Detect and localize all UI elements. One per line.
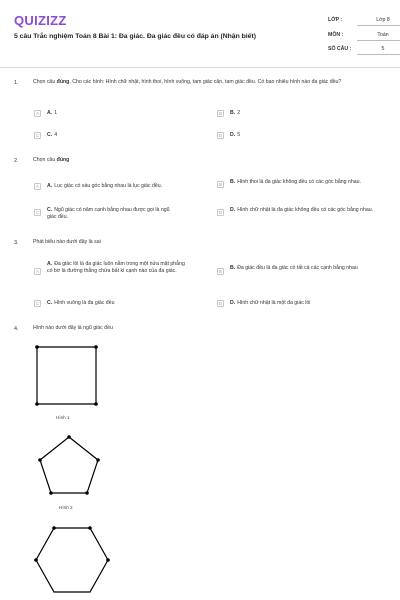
vertex-dot — [49, 491, 53, 495]
figure-2-pentagon — [36, 430, 106, 498]
question-1-prompt-after: . Cho các hình: Hình chữ nhật, hình thoi, hình vuông, tam giác cân, tam giác đều. Có bao nhiêu hình nào đa giác đều? — [69, 79, 342, 85]
figure-3-hexagon — [28, 522, 118, 600]
header-divider — [0, 67, 400, 68]
square-shape — [37, 347, 96, 404]
quizizz-logo: QUIZIZZ — [14, 13, 67, 28]
question-1-option-d[interactable] — [217, 132, 387, 139]
option-text: Hình vuông là đa giác đều — [54, 300, 115, 306]
option-key: B. — [230, 110, 236, 116]
vertex-dot — [52, 526, 56, 530]
option-text: 5 — [237, 132, 241, 138]
vertex-dot — [94, 345, 98, 349]
meta-grade-label: LỚP : — [328, 17, 343, 23]
question-3-option-b[interactable] — [217, 265, 389, 275]
option-text: Lục giác có sáu góc bằng nhau là lục giác đều. — [54, 183, 163, 189]
option-box: C — [35, 210, 40, 215]
option-key: B. — [230, 265, 236, 271]
option-box: D — [218, 210, 223, 215]
option-key: C. — [47, 300, 53, 306]
option-text: Hình chữ nhật là một đa giác lồi — [237, 300, 311, 306]
question-2-option-b[interactable] — [217, 179, 389, 188]
option-key: A. — [47, 183, 53, 189]
figure-2-caption: Hình 2 — [59, 505, 73, 510]
meta-subject-label: MÔN : — [328, 32, 344, 38]
meta-count — [328, 46, 385, 52]
vertex-dot — [96, 458, 100, 462]
vertex-dot — [85, 491, 89, 495]
option-text: Hình thoi là đa giác không đều có các góc bằng nhau. — [237, 179, 361, 185]
hexagon-shape — [36, 528, 108, 592]
option-text: Đa giác đều là đa giác có tất cả các cạnh bằng nhau — [237, 265, 358, 271]
option-box: D — [218, 133, 223, 138]
question-1-number: 1. — [14, 80, 19, 86]
question-3-option-a[interactable] — [34, 261, 214, 275]
option-box: C — [35, 301, 40, 306]
question-2-number: 2. — [14, 158, 19, 164]
option-box: A — [34, 183, 41, 190]
option-key: D. — [230, 300, 236, 306]
question-2-option-a[interactable] — [34, 183, 212, 190]
question-2-prompt-before: Chọn câu — [33, 157, 57, 163]
question-4-number: 4. — [14, 326, 19, 332]
question-3-prompt — [33, 239, 388, 246]
option-key: A. — [47, 110, 53, 116]
question-1-option-c[interactable] — [34, 132, 204, 139]
question-3-number: 3. — [14, 240, 19, 246]
question-1-prompt-bold: đúng — [56, 79, 70, 85]
meta-count-value: 5 — [381, 46, 385, 52]
question-1-option-a[interactable] — [34, 110, 204, 117]
figure-1-caption: Hình 1 — [56, 415, 70, 420]
question-1-prompt — [33, 79, 388, 86]
vertex-dot — [38, 458, 42, 462]
question-1-option-b[interactable] — [217, 110, 387, 117]
question-3-option-c[interactable] — [34, 300, 212, 307]
option-text: 2 — [237, 110, 241, 116]
figure-1-square — [30, 340, 102, 410]
question-2-prompt-bold: đúng — [56, 157, 70, 163]
question-1-prompt-before: Chọn câu — [33, 79, 57, 85]
vertex-dot — [88, 526, 92, 530]
option-text: Ngũ giác có năm cạnh bằng nhau được gọi là ngũ giác đều. — [47, 207, 170, 220]
option-key: C. — [47, 132, 53, 138]
option-key: C. — [47, 207, 53, 213]
vertex-dot — [94, 402, 98, 406]
meta-grade-line — [357, 25, 400, 26]
question-2-option-d[interactable] — [217, 207, 389, 216]
option-box: B — [217, 268, 224, 275]
vertex-dot — [34, 558, 38, 562]
option-box: A — [34, 110, 41, 117]
pentagon-shape — [40, 437, 98, 493]
option-text: Hình chữ nhật là đa giác không đều có các góc bằng nhau. — [237, 207, 374, 213]
option-box: B — [217, 181, 224, 188]
meta-subject-value: Toán — [377, 32, 389, 38]
meta-subject — [328, 32, 389, 38]
option-text: 4 — [54, 132, 58, 138]
meta-count-line — [357, 54, 400, 55]
option-box: D — [218, 301, 223, 306]
option-box: B — [217, 110, 224, 117]
vertex-dot — [35, 345, 39, 349]
question-2-option-c[interactable] — [34, 207, 212, 221]
option-key: D. — [230, 207, 236, 213]
meta-grade-value: Lớp 8 — [376, 17, 390, 23]
question-3-prompt-before: Phát biểu nào dưới đây là sai — [33, 239, 101, 245]
page-title: 5 câu Trắc nghiệm Toán 8 Bài 1: Đa giác. Đa giác đều có đáp án (Nhận biết) — [14, 33, 256, 40]
option-key: B. — [230, 179, 236, 185]
option-box: A — [34, 268, 41, 275]
header — [0, 0, 400, 62]
option-text: Đa giác lồi là đa giác luôn nằm trong một nửa mặt phẳng có bờ là đường thẳng chứa bất kì cạnh nào của đa giác. — [47, 261, 185, 274]
option-box: C — [35, 133, 40, 138]
option-key: D. — [230, 132, 236, 138]
vertex-dot — [67, 435, 71, 439]
question-4-prompt-before: Hình nào dưới đây là ngũ giác đều — [33, 325, 113, 331]
vertex-dot — [106, 558, 110, 562]
vertex-dot — [35, 402, 39, 406]
option-text: 1 — [54, 110, 58, 116]
meta-count-label: SỐ CÂU : — [328, 46, 352, 52]
meta-grade — [328, 17, 390, 23]
question-4-prompt — [33, 325, 388, 332]
meta-subject-line — [357, 40, 400, 41]
question-2-prompt — [33, 157, 388, 164]
question-3-option-d[interactable] — [217, 300, 389, 307]
option-key: A. — [47, 261, 53, 267]
